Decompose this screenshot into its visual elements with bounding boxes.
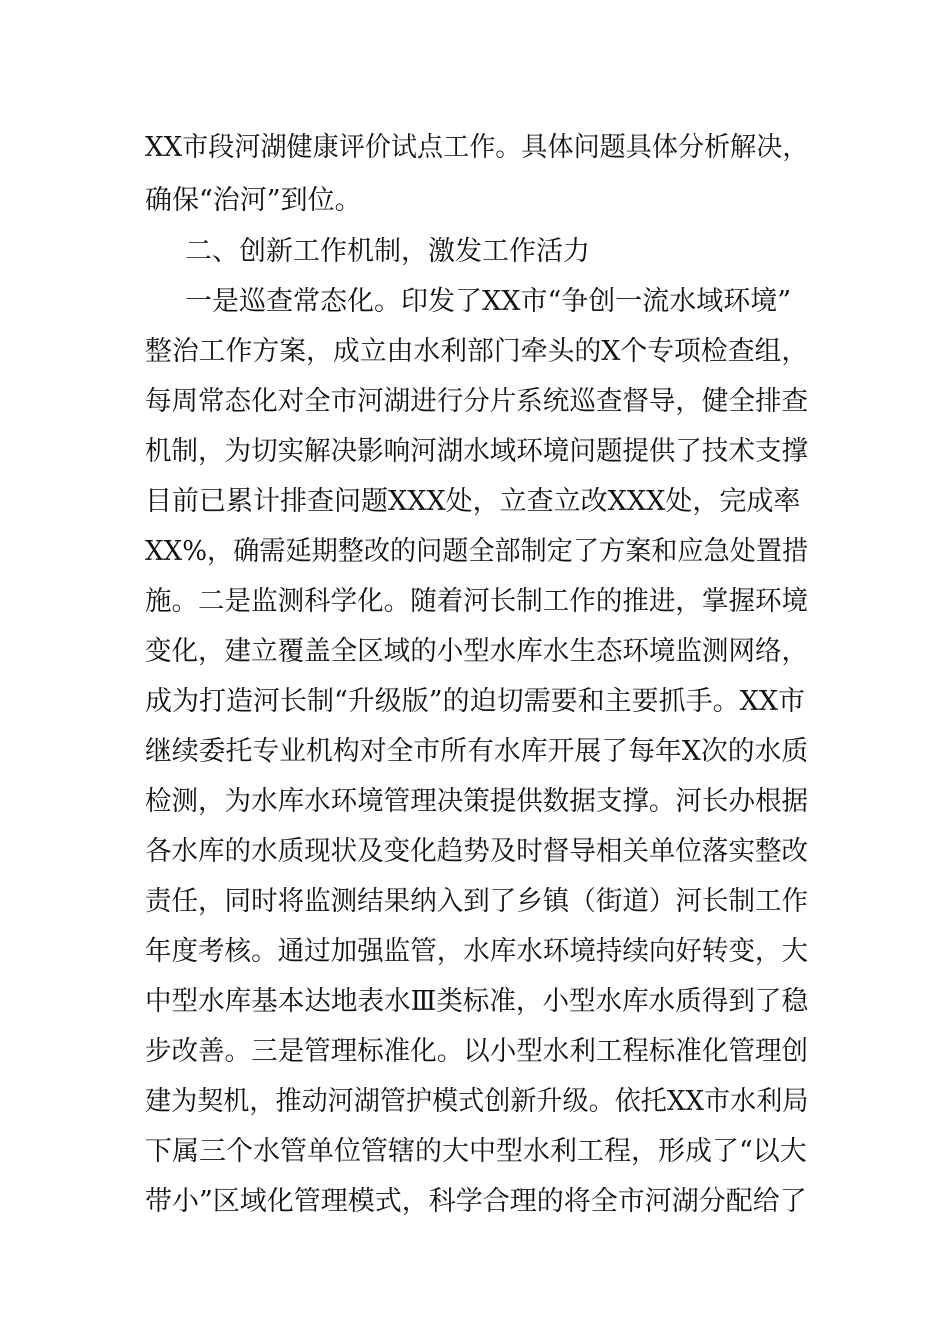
body-text-line: 变化，建立覆盖全区域的小型水库水生态环境监测网络， xyxy=(145,636,808,667)
body-text-line: 整治工作方案，成立由水利部门牵头的X个专项检查组， xyxy=(145,336,809,367)
body-text-line: 年度考核。通过加强监管，水库水环境持续向好转变，大 xyxy=(145,936,808,967)
body-text-line: 成为打造河长制“升级版”的迫切需要和主要抓手。XX市 xyxy=(145,686,806,717)
body-text-line: 中型水库基本达地表水Ⅲ类标准，小型水库水质得到了稳 xyxy=(145,986,809,1017)
body-text-line: XX%，确需延期整改的问题全部制定了方案和应急处置措 xyxy=(145,536,809,567)
body-text-line: 机制，为切实解决影响河湖水域环境问题提供了技术支撑 xyxy=(145,436,808,467)
body-text-line: 继续委托专业机构对全市所有水库开展了每年X次的水质 xyxy=(145,736,809,767)
body-text-line: 各水库的水质现状及变化趋势及时督导相关单位落实整改 xyxy=(145,836,808,867)
body-text-line: 建为契机，推动河湖管护模式创新升级。依托XX市水利局 xyxy=(145,1086,809,1117)
body-text-line: 检测，为水库水环境管理决策提供数据支撑。河长办根据 xyxy=(145,786,808,817)
body-text-line: 目前已累计排查问题XXX处，立查立改XXX处，完成率 xyxy=(145,486,801,517)
section-heading: 二、创新工作机制，激发工作活力 xyxy=(185,236,590,267)
body-text-line: 每周常态化对全市河湖进行分片系统巡查督导，健全排查 xyxy=(145,386,808,417)
body-text-line: 确保“治河”到位。 xyxy=(145,185,362,216)
body-text-line: 一是巡查常态化。印发了XX市“争创一流水域环境” xyxy=(185,286,792,317)
body-text-line: 步改善。三是管理标准化。以小型水利工程标准化管理创 xyxy=(145,1036,808,1067)
body-text-line: XX市段河湖健康评价试点工作。具体问题具体分析解决， xyxy=(145,132,809,163)
body-text-line: 责任，同时将监测结果纳入到了乡镇（街道）河长制工作 xyxy=(145,886,808,917)
body-text-line: 下属三个水管单位管辖的大中型水利工程，形成了“以大 xyxy=(145,1136,807,1167)
body-text-line: 施。二是监测科学化。随着河长制工作的推进，掌握环境 xyxy=(145,586,808,617)
body-text-line: 带小”区域化管理模式，科学合理的将全市河湖分配给了 xyxy=(145,1186,807,1217)
